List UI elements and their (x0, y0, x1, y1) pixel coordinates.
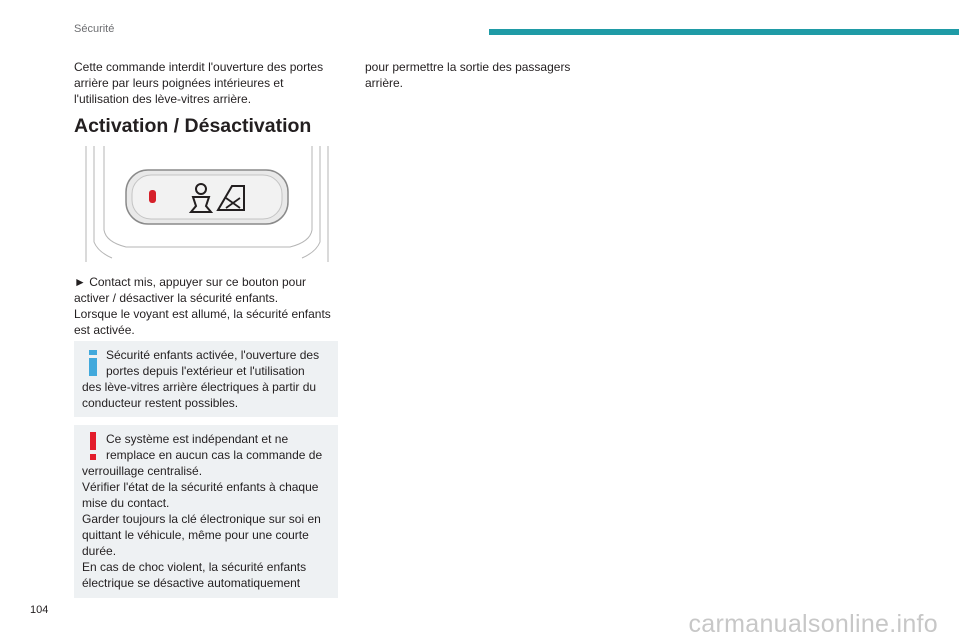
instruction-text: ► Contact mis, appuyer sur ce bouton pour activer / désactiver la sécurité enfants. (74, 275, 306, 305)
info-icon (86, 350, 100, 376)
warning-box (74, 425, 338, 598)
indicator-led-icon (149, 190, 156, 203)
child-lock-panel-drawing (80, 146, 332, 270)
section-header: Sécurité (74, 23, 115, 35)
warning-rest-3: Garder toujours la clé électronique sur soi en quittant le véhicule, même pour une courte durée. (82, 512, 321, 558)
info-line-1: Sécurité enfants activée, l'ouverture des (106, 348, 320, 362)
info-rest: des lève-vitres arrière électriques à partir du conducteur restent possibles. (82, 380, 317, 410)
instruction-block (74, 274, 340, 338)
warning-rest-4: En cas de choc violent, la sécurité enfants électrique se désactive automatiquement (82, 560, 307, 590)
info-box (74, 341, 338, 417)
warning-rest-1: verrouillage centralisé. (82, 464, 203, 478)
warning-line-2: remplace en aucun cas la commande de (106, 448, 323, 462)
intro-paragraph (74, 59, 340, 107)
status-note-text: Lorsque le voyant est allumé, la sécurité enfants est activée. (74, 307, 331, 337)
warning-line-1: Ce système est indépendant et ne (106, 432, 289, 446)
right-column (365, 59, 595, 91)
watermark: carmanualsonline.info (688, 610, 938, 638)
page-number: 104 (30, 604, 49, 616)
warning-rest-2: Vérifier l'état de la sécurité enfants à chaque mise du contact. (82, 480, 319, 510)
section-heading: Activation / Désactivation (74, 115, 312, 137)
warning-icon (86, 432, 100, 460)
intro-text: Cette commande interdit l'ouverture des portes arrière par leurs poignées intérieures et l'utilisation des lève-vitres arrière. (74, 60, 324, 106)
continuation-text: pour permettre la sortie des passagers arrière. (365, 60, 571, 90)
info-line-2: portes depuis l'extérieur et l'utilisation (106, 364, 305, 378)
child-lock-button-illustration (80, 146, 332, 270)
header-accent-bar (489, 29, 959, 35)
